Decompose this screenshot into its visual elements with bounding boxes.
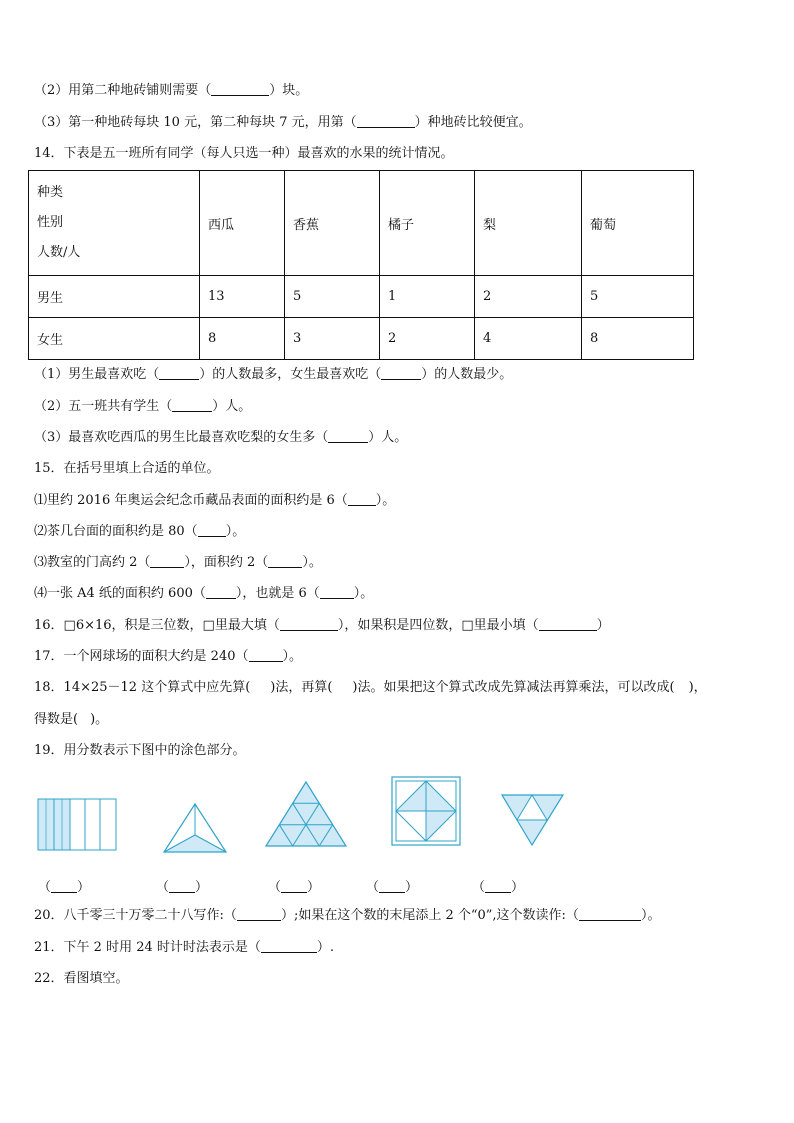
answer-blank[interactable] bbox=[150, 554, 184, 568]
q19-answer-1: （ ） bbox=[38, 880, 91, 895]
answer-blank[interactable] bbox=[280, 617, 338, 631]
q18-line2: 得数是( )。 bbox=[34, 712, 109, 727]
q14-part3: （3）最喜欢吃西瓜的男生比最喜欢吃梨的女生多（ ）人。 bbox=[34, 430, 408, 445]
figure-triangle-thirds bbox=[164, 804, 226, 852]
answer-blank[interactable] bbox=[485, 879, 511, 893]
row-label: 女生 bbox=[29, 318, 200, 360]
answer-blank[interactable] bbox=[159, 366, 199, 380]
answer-blank[interactable] bbox=[206, 585, 236, 599]
answer-blank[interactable] bbox=[357, 114, 415, 128]
table-corner-header: 种类 性别 人数/人 bbox=[29, 171, 200, 276]
table-cell: 13 bbox=[200, 276, 285, 318]
q19-answer-5: （ ） bbox=[472, 880, 525, 895]
answer-blank[interactable] bbox=[198, 523, 226, 537]
answer-blank[interactable] bbox=[539, 617, 597, 631]
answer-blank[interactable] bbox=[237, 907, 281, 921]
q20: 20．八千零三十万零二十八写作:（ ）;如果在这个数的末尾添上 2 个“0”,这个数读作:（ ）。 bbox=[34, 908, 661, 923]
answer-blank[interactable] bbox=[261, 939, 317, 953]
table-cell: 5 bbox=[285, 276, 380, 318]
answer-blank[interactable] bbox=[169, 879, 195, 893]
table-header-cell: 橘子 bbox=[380, 171, 475, 276]
table-header-cell: 香蕉 bbox=[285, 171, 380, 276]
table-cell: 2 bbox=[475, 276, 582, 318]
figure-rect-strips bbox=[38, 799, 116, 850]
answer-blank[interactable] bbox=[381, 366, 421, 380]
table-header-row bbox=[29, 171, 694, 276]
q15-part4: ⑷一张 A4 纸的面积约 600（ ），也就是 6（ ）。 bbox=[34, 586, 374, 601]
answer-blank[interactable] bbox=[320, 585, 354, 599]
answer-blank[interactable] bbox=[348, 492, 376, 506]
q15-part3: ⑶教室的门高约 2（ ），面积约 2（ ）。 bbox=[34, 555, 322, 570]
answer-blank[interactable] bbox=[249, 648, 283, 662]
table-header-cell: 葡萄 bbox=[582, 171, 694, 276]
q18-line1: 18．14×25－12 这个算式中应先算( )法，再算( )法。如果把这个算式改成先算减法再算乘法，可以改成( )， bbox=[34, 680, 707, 695]
answer-blank[interactable] bbox=[579, 907, 641, 921]
q15-title: 15．在括号里填上合适的单位。 bbox=[34, 461, 220, 476]
table-header-cell: 梨 bbox=[475, 171, 582, 276]
q13-part3: （3）第一种地砖每块 10 元，第二种每块 7 元，用第（ ）种地砖比较便宜。 bbox=[34, 115, 532, 130]
table-row bbox=[29, 276, 694, 318]
fraction-figures bbox=[0, 770, 794, 860]
figure-inverted-triangle bbox=[502, 795, 563, 845]
table-cell: 8 bbox=[200, 318, 285, 360]
q15-part1: ⑴里约 2016 年奥运会纪念币藏品表面的面积约是 6（ ）。 bbox=[34, 493, 396, 508]
q15-part2: ⑵茶几台面的面积约是 80（ ）。 bbox=[34, 524, 246, 539]
table-cell: 5 bbox=[582, 276, 694, 318]
table-cell: 4 bbox=[475, 318, 582, 360]
table-cell: 2 bbox=[380, 318, 475, 360]
answer-blank[interactable] bbox=[172, 398, 212, 412]
q22-title: 22．看图填空。 bbox=[34, 971, 129, 986]
q19-answer-2: （ ） bbox=[156, 880, 209, 895]
answer-blank[interactable] bbox=[379, 879, 405, 893]
q16: 16．□6×16，积是三位数，□里最大填（ ），如果积是四位数，□里最小填（ ） bbox=[34, 618, 610, 633]
table-cell: 3 bbox=[285, 318, 380, 360]
table-row bbox=[29, 318, 694, 360]
q13-part2: （2）用第二种地砖铺则需要（ ）块。 bbox=[34, 83, 309, 98]
table-cell: 8 bbox=[582, 318, 694, 360]
table-cell: 1 bbox=[380, 276, 475, 318]
q14-part2: （2）五一班共有学生（ ）人。 bbox=[34, 399, 252, 414]
q19-answer-4: （ ） bbox=[366, 880, 419, 895]
table-header-cell: 西瓜 bbox=[200, 171, 285, 276]
answer-blank[interactable] bbox=[268, 554, 302, 568]
q14-title: 14．下表是五一班所有同学（每人只选一种）最喜欢的水果的统计情况。 bbox=[34, 146, 454, 161]
figure-square-diamond bbox=[392, 777, 460, 845]
row-label: 男生 bbox=[29, 276, 200, 318]
q19-answer-3: （ ） bbox=[268, 880, 321, 895]
answer-blank[interactable] bbox=[51, 879, 77, 893]
fruit-stats-table bbox=[28, 170, 694, 360]
answer-blank[interactable] bbox=[211, 82, 269, 96]
answer-blank[interactable] bbox=[328, 429, 368, 443]
q14-part1: （1）男生最喜欢吃（ ）的人数最多，女生最喜欢吃（ ）的人数最少。 bbox=[34, 367, 513, 382]
q17: 17．一个网球场的面积大约是 240（ ）。 bbox=[34, 649, 303, 664]
figure-triangle-ninths bbox=[266, 782, 346, 846]
q21: 21．下午 2 时用 24 时计时法表示是（ ）. bbox=[34, 940, 335, 955]
answer-blank[interactable] bbox=[281, 879, 307, 893]
q19-title: 19．用分数表示下图中的涂色部分。 bbox=[34, 743, 246, 758]
